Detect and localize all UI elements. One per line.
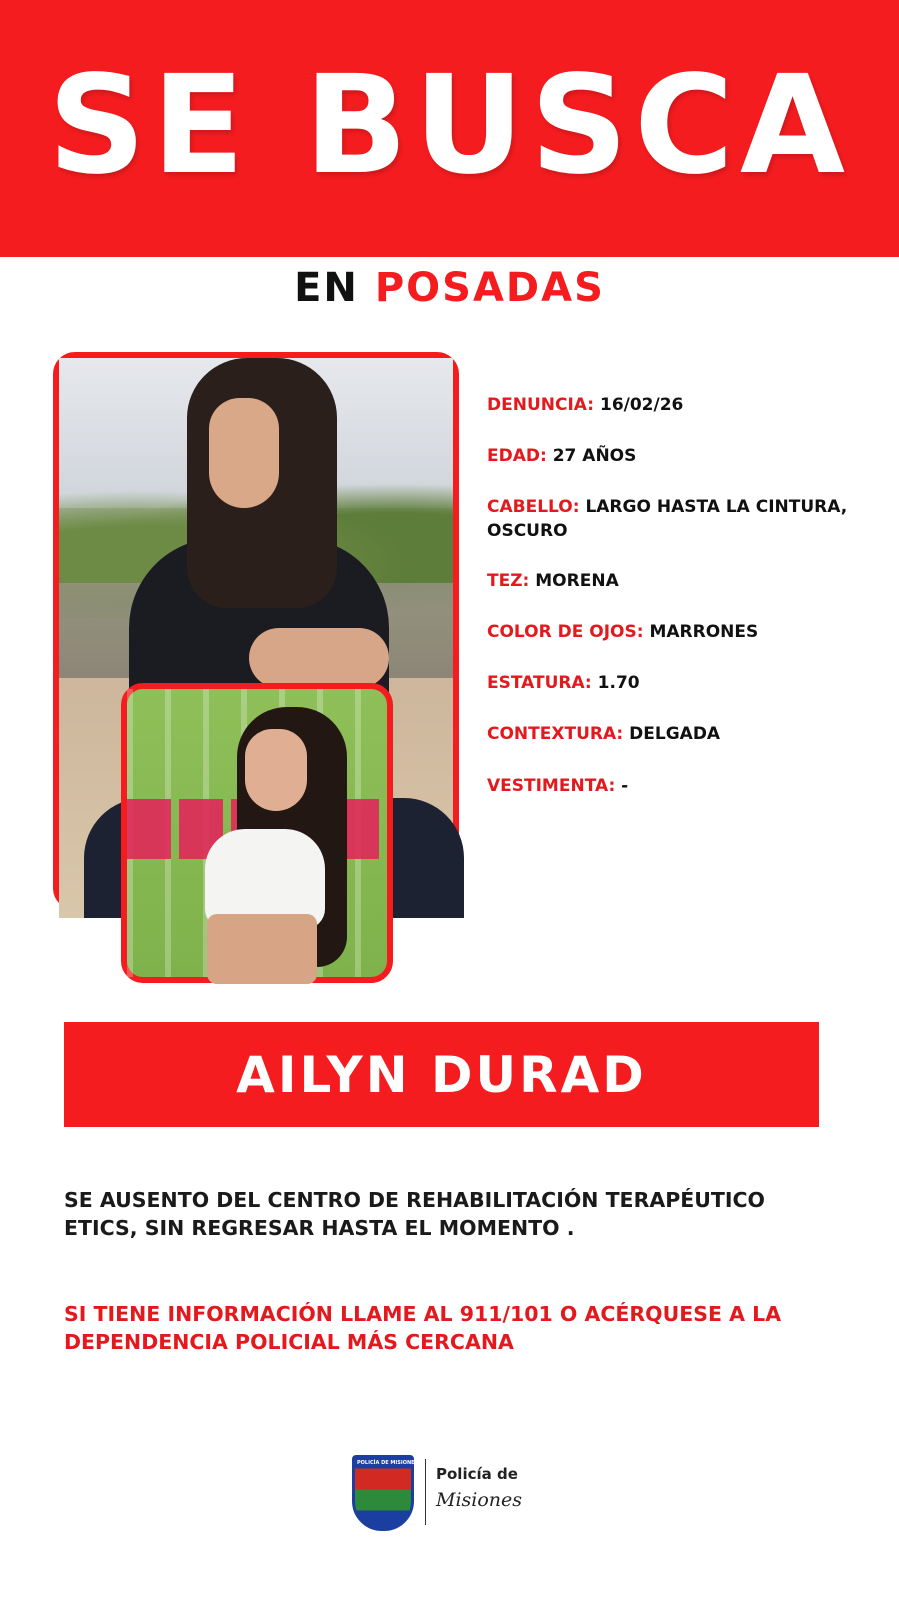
- detail-cabello: [487, 495, 882, 543]
- detail-contextura: [487, 722, 720, 746]
- detail-label: ESTATURA:: [487, 673, 592, 693]
- header-banner: [0, 0, 899, 257]
- detail-tez: [487, 569, 619, 593]
- detail-value: MARRONES: [649, 622, 759, 642]
- detail-label: CONTEXTURA:: [487, 724, 624, 744]
- shield-text: POLICÍA DE MISIONES: [357, 1460, 419, 1466]
- detail-label: CABELLO:: [487, 497, 580, 517]
- contact-text: SI TIENE INFORMACIÓN LLAME AL 911/101 O ACÉRQUESE A LA DEPENDENCIA POLICIAL MÁS CERCANA: [64, 1302, 782, 1354]
- location-city: POSADAS: [374, 265, 605, 311]
- detail-label: EDAD:: [487, 446, 547, 466]
- detail-estatura: [487, 671, 640, 695]
- name-banner: [64, 1022, 819, 1127]
- detail-label: TEZ:: [487, 571, 530, 591]
- detail-label: COLOR DE OJOS:: [487, 622, 644, 642]
- detail-value: LARGO HASTA LA CINTURA, OSCURO: [487, 497, 848, 541]
- detail-value: -: [621, 776, 629, 796]
- detail-value: 27 AÑOS: [552, 446, 637, 466]
- detail-label: VESTIMENTA:: [487, 776, 616, 796]
- police-shield-icon: [352, 1455, 419, 1531]
- police-logo: [352, 1455, 542, 1535]
- detail-label: DENUNCIA:: [487, 395, 595, 415]
- detail-value: DELGADA: [629, 724, 721, 744]
- logo-text-line1: Policía de: [436, 1465, 518, 1483]
- inset-photo: [121, 683, 393, 983]
- banner-title: SE BUSCA: [47, 46, 852, 205]
- detail-color-ojos: [487, 620, 758, 644]
- detail-value: MORENA: [535, 571, 619, 591]
- location-prefix: EN: [294, 265, 359, 311]
- location-heading: [0, 265, 899, 311]
- logo-divider: [425, 1459, 426, 1525]
- detail-value: 16/02/26: [599, 395, 684, 415]
- detail-edad: [487, 444, 636, 468]
- person-name: AILYN DURAD: [236, 1045, 647, 1104]
- detail-vestimenta: [487, 774, 628, 798]
- description-text: SE AUSENTO DEL CENTRO DE REHABILITACIÓN TERAPÉUTICO ETICS, SIN REGRESAR HASTA EL MOMENTO .: [64, 1188, 765, 1240]
- logo-text-line2: Misiones: [436, 1489, 523, 1511]
- detail-denuncia: [487, 393, 683, 417]
- detail-value: 1.70: [597, 673, 640, 693]
